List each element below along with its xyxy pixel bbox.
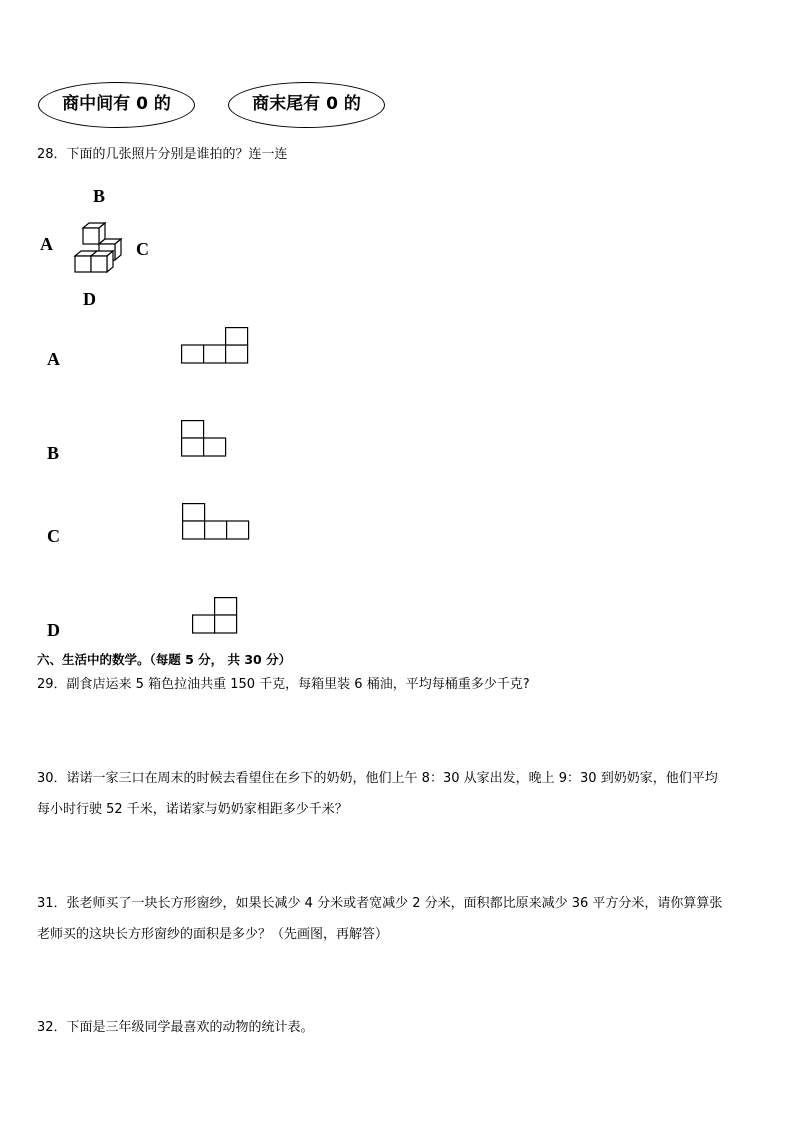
view-b-shape <box>181 420 229 458</box>
view-c-shape <box>182 503 252 541</box>
view-label-a: A <box>47 349 60 369</box>
question-30-line1: 30．诺诺一家三口在周末的时候去看望住在乡下的奶奶，他们上午 8：30 从家出发，晚上 9：30 到奶奶家，他们平均 <box>37 771 718 786</box>
question-31-line2: 老师买的这块长方形窗纱的面积是多少？（先画图，再解答） <box>37 927 389 942</box>
diagram-label-d: D <box>83 289 96 309</box>
oval-quotient-middle-zero <box>38 82 195 128</box>
view-label-d: D <box>47 620 60 640</box>
oval-quotient-end-zero <box>228 82 385 128</box>
question-30-line2: 每小时行驶 52 千米，诺诺家与奶奶家相距多少千米？ <box>37 802 348 817</box>
question-32: 32．下面是三年级同学最喜欢的动物的统计表。 <box>37 1020 314 1035</box>
view-a-shape <box>181 327 251 365</box>
question-31-line1: 31．张老师买了一块长方形窗纱，如果长减少 4 分米或者宽减少 2 分米，面积都比原来减少 36 平方分米，请你算算张 <box>37 896 723 911</box>
diagram-label-b: B <box>93 186 106 206</box>
question-29: 29．副食店运来 5 箱色拉油共重 150 千克，每箱里装 6 桶油，平均每桶重多少千克? <box>37 677 530 692</box>
diagram-label-a: A <box>40 234 53 254</box>
question-28-title: 28．下面的几张照片分别是谁拍的？连一连 <box>37 147 288 162</box>
cube-stack-diagram <box>70 222 120 274</box>
view-label-b: B <box>47 443 60 463</box>
view-label-c: C <box>47 526 60 546</box>
diagram-label-c: C <box>136 239 149 259</box>
section-6-heading: 六、生活中的数学。（每题 5 分， 共 30 分） <box>37 652 292 667</box>
oval-left-label: 商中间有 0 的 <box>62 93 171 114</box>
view-d-shape <box>192 597 240 635</box>
oval-right-label: 商末尾有 0 的 <box>252 93 361 114</box>
